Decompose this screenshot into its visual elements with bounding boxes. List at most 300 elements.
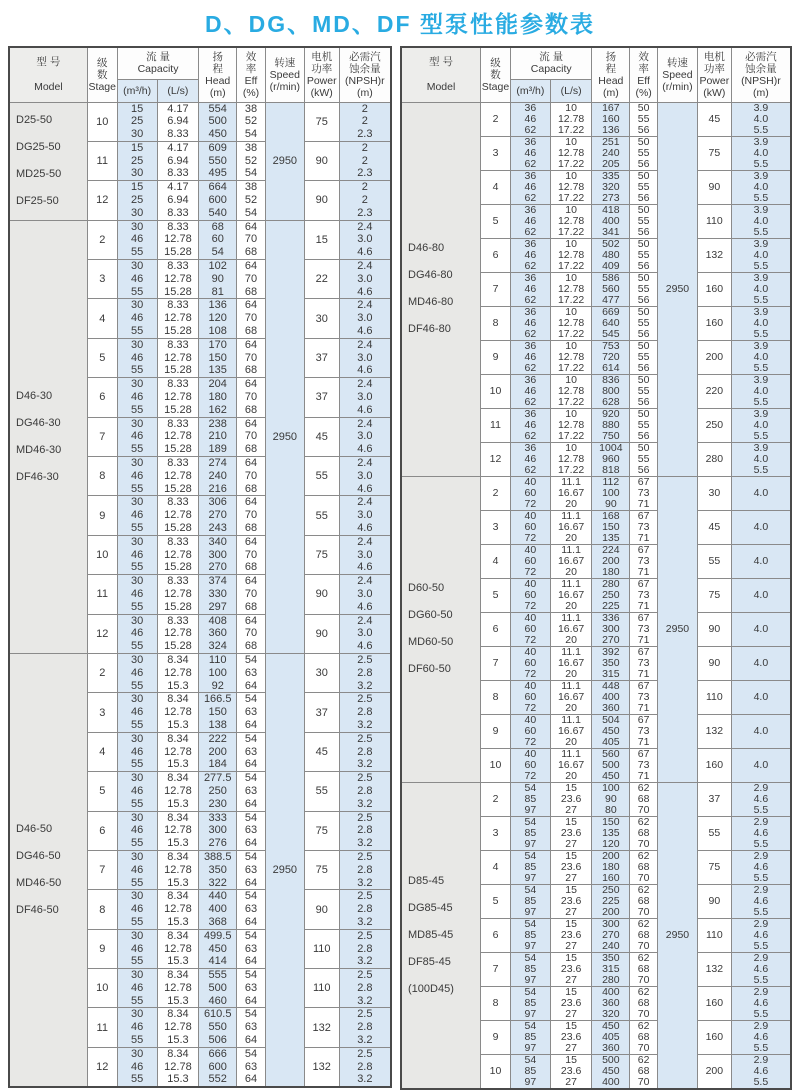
m3h-cell: 54 85 97: [510, 850, 550, 884]
header-stage: 级 数 Stage: [87, 47, 117, 102]
header-speed: 转速 Speed (r/min): [265, 47, 304, 102]
header-capacity: 流 量 Capacity: [117, 47, 199, 79]
eff-cell: 67 73 71: [630, 714, 658, 748]
head-cell: 610.5 550 506: [199, 1008, 237, 1047]
ls-cell: 8.33 12.78 15.28: [157, 260, 199, 299]
ls-cell: 11.1 16.67 20: [550, 510, 592, 544]
head-cell: 664 600 540: [199, 181, 237, 220]
stage-cell: 4: [481, 170, 511, 204]
model-cell: D46-30 DG46-30 MD46-30 DF46-30: [9, 220, 87, 653]
ls-cell: 11.1 16.67 20: [550, 680, 592, 714]
head-cell: 335 320 273: [592, 170, 630, 204]
ls-cell: 8.34 12.78 15.3: [157, 732, 199, 771]
head-cell: 333 300 276: [199, 811, 237, 850]
power-cell: 45: [697, 102, 731, 136]
eff-cell: 38 52 54: [237, 102, 266, 141]
eff-cell: 54 63 64: [237, 850, 266, 889]
model-cell: D60-50 DG60-50 MD60-50 DF60-50: [401, 476, 480, 782]
eff-cell: 64 70 68: [237, 535, 266, 574]
npsh-cell: 2.4 3.0 4.6: [339, 338, 391, 377]
stage-cell: 3: [481, 510, 511, 544]
npsh-cell: 2.5 2.8 3.2: [339, 969, 391, 1008]
npsh-cell: 3.9 4.0 5.5: [731, 408, 791, 442]
head-cell: 753 720 614: [592, 340, 630, 374]
npsh-cell: 2.5 2.8 3.2: [339, 732, 391, 771]
ls-cell: 8.33 12.78 15.28: [157, 575, 199, 614]
ls-cell: 8.34 12.78 15.3: [157, 811, 199, 850]
stage-cell: 7: [87, 417, 117, 456]
header-m3h: (m³/h): [510, 79, 550, 102]
eff-cell: 50 55 56: [630, 136, 658, 170]
m3h-cell: 36 46 62: [510, 136, 550, 170]
stage-cell: 3: [481, 136, 511, 170]
header-npsh: 必需汽 蚀余量 (NPSH)r (m): [339, 47, 391, 102]
npsh-cell: 2.5 2.8 3.2: [339, 929, 391, 968]
eff-cell: 54 63 64: [237, 969, 266, 1008]
power-cell: 37: [304, 378, 339, 417]
head-cell: 554 500 450: [199, 102, 237, 141]
stage-cell: 10: [87, 969, 117, 1008]
head-cell: 609 550 495: [199, 141, 237, 180]
stage-cell: 5: [481, 884, 511, 918]
stage-cell: 10: [87, 535, 117, 574]
npsh-cell: 4.0: [731, 748, 791, 782]
npsh-cell: 2.5 2.8 3.2: [339, 653, 391, 692]
m3h-cell: 40 60 72: [510, 680, 550, 714]
m3h-cell: 36 46 62: [510, 442, 550, 476]
stage-cell: 8: [481, 306, 511, 340]
eff-cell: 67 73 71: [630, 646, 658, 680]
stage-cell: 2: [87, 220, 117, 259]
ls-cell: 11.1 16.67 20: [550, 578, 592, 612]
eff-cell: 54 63 64: [237, 1047, 266, 1087]
header-eff: 效 率 Eff (%): [630, 47, 658, 102]
eff-cell: 62 68 70: [630, 884, 658, 918]
header-model: 型 号 Model: [9, 47, 87, 102]
stage-cell: 10: [481, 748, 511, 782]
stage-cell: 3: [87, 693, 117, 732]
ls-cell: 15 23.6 27: [550, 1020, 592, 1054]
head-cell: 277.5 250 230: [199, 772, 237, 811]
m3h-cell: 30 46 55: [117, 575, 157, 614]
head-cell: 170 150 135: [199, 338, 237, 377]
m3h-cell: 15 25 30: [117, 141, 157, 180]
table-row: [401, 102, 791, 136]
ls-cell: 8.33 12.78 15.28: [157, 220, 199, 259]
power-cell: 160: [697, 986, 731, 1020]
eff-cell: 62 68 70: [630, 952, 658, 986]
table-row: [9, 220, 391, 259]
npsh-cell: 3.9 4.0 5.5: [731, 170, 791, 204]
npsh-cell: 2 2 2.3: [339, 141, 391, 180]
head-cell: 502 480 409: [592, 238, 630, 272]
npsh-cell: 4.0: [731, 680, 791, 714]
stage-cell: 12: [87, 181, 117, 220]
power-cell: 90: [304, 614, 339, 653]
stage-cell: 2: [481, 476, 511, 510]
ls-cell: 10 12.78 17.22: [550, 340, 592, 374]
npsh-cell: 2 2 2.3: [339, 181, 391, 220]
eff-cell: 62 68 70: [630, 850, 658, 884]
performance-table: [8, 46, 392, 1088]
m3h-cell: 30 46 55: [117, 890, 157, 929]
model-cell: D46-80 DG46-80 MD46-80 DF46-80: [401, 102, 480, 476]
stage-cell: 6: [87, 378, 117, 417]
ls-cell: 8.34 12.78 15.3: [157, 693, 199, 732]
m3h-cell: 30 46 55: [117, 969, 157, 1008]
m3h-cell: 54 85 97: [510, 782, 550, 816]
power-cell: 280: [697, 442, 731, 476]
eff-cell: 62 68 70: [630, 782, 658, 816]
eff-cell: 50 55 56: [630, 272, 658, 306]
power-cell: 110: [304, 929, 339, 968]
npsh-cell: 3.9 4.0 5.5: [731, 136, 791, 170]
npsh-cell: 2.4 3.0 4.6: [339, 260, 391, 299]
eff-cell: 38 52 54: [237, 181, 266, 220]
m3h-cell: 30 46 55: [117, 653, 157, 692]
npsh-cell: 2.9 4.6 5.5: [731, 850, 791, 884]
power-cell: 45: [304, 417, 339, 456]
head-cell: 336 300 270: [592, 612, 630, 646]
m3h-cell: 30 46 55: [117, 299, 157, 338]
head-cell: 499.5 450 414: [199, 929, 237, 968]
ls-cell: 11.1 16.67 20: [550, 714, 592, 748]
head-cell: 167 160 136: [592, 102, 630, 136]
stage-cell: 2: [87, 653, 117, 692]
ls-cell: 8.33 12.78 15.28: [157, 457, 199, 496]
stage-cell: 2: [481, 102, 511, 136]
ls-cell: 8.33 12.78 15.28: [157, 299, 199, 338]
stage-cell: 10: [87, 102, 117, 141]
stage-cell: 11: [87, 141, 117, 180]
tables-container: [0, 46, 800, 1090]
power-cell: 200: [697, 340, 731, 374]
eff-cell: 67 73 71: [630, 748, 658, 782]
head-cell: 112 100 90: [592, 476, 630, 510]
npsh-cell: 2.5 2.8 3.2: [339, 772, 391, 811]
npsh-cell: 4.0: [731, 476, 791, 510]
head-cell: 448 400 360: [592, 680, 630, 714]
stage-cell: 6: [87, 811, 117, 850]
eff-cell: 54 63 64: [237, 693, 266, 732]
ls-cell: 8.34 12.78 15.3: [157, 772, 199, 811]
stage-cell: 9: [481, 714, 511, 748]
stage-cell: 6: [481, 238, 511, 272]
head-cell: 306 270 243: [199, 496, 237, 535]
ls-cell: 11.1 16.67 20: [550, 748, 592, 782]
power-cell: 75: [304, 811, 339, 850]
eff-cell: 50 55 56: [630, 340, 658, 374]
performance-table: [400, 46, 792, 1090]
stage-cell: 5: [87, 772, 117, 811]
npsh-cell: 2.4 3.0 4.6: [339, 496, 391, 535]
right-performance-table: [400, 46, 792, 1090]
ls-cell: 10 12.78 17.22: [550, 204, 592, 238]
npsh-cell: 3.9 4.0 5.5: [731, 204, 791, 238]
eff-cell: 67 73 71: [630, 544, 658, 578]
header-model: 型 号 Model: [401, 47, 480, 102]
ls-cell: 15 23.6 27: [550, 816, 592, 850]
npsh-cell: 2.4 3.0 4.6: [339, 457, 391, 496]
npsh-cell: 2.5 2.8 3.2: [339, 1047, 391, 1087]
npsh-cell: 2.9 4.6 5.5: [731, 918, 791, 952]
ls-cell: 10 12.78 17.22: [550, 408, 592, 442]
stage-cell: 7: [481, 272, 511, 306]
speed-cell: 2950: [658, 476, 698, 782]
ls-cell: 10 12.78 17.22: [550, 170, 592, 204]
npsh-cell: 4.0: [731, 612, 791, 646]
eff-cell: 64 70 68: [237, 260, 266, 299]
power-cell: 45: [697, 510, 731, 544]
m3h-cell: 40 60 72: [510, 714, 550, 748]
header-m3h: (m³/h): [117, 79, 157, 102]
speed-cell: 2950: [265, 653, 304, 1087]
stage-cell: 11: [87, 1008, 117, 1047]
head-cell: 666 600 552: [199, 1047, 237, 1087]
power-cell: 200: [697, 1054, 731, 1089]
power-cell: 30: [304, 653, 339, 692]
m3h-cell: 40 60 72: [510, 476, 550, 510]
eff-cell: 64 70 68: [237, 417, 266, 456]
header-head: 扬 程 Head (m): [592, 47, 630, 102]
power-cell: 90: [697, 170, 731, 204]
power-cell: 90: [304, 181, 339, 220]
npsh-cell: 2.9 4.6 5.5: [731, 952, 791, 986]
power-cell: 90: [697, 646, 731, 680]
eff-cell: 67 73 71: [630, 612, 658, 646]
ls-cell: 8.34 12.78 15.3: [157, 653, 199, 692]
stage-cell: 8: [87, 890, 117, 929]
npsh-cell: 3.9 4.0 5.5: [731, 102, 791, 136]
npsh-cell: 3.9 4.0 5.5: [731, 238, 791, 272]
npsh-cell: 2.4 3.0 4.6: [339, 220, 391, 259]
power-cell: 55: [304, 496, 339, 535]
stage-cell: 12: [481, 442, 511, 476]
power-cell: 132: [304, 1008, 339, 1047]
head-cell: 418 400 341: [592, 204, 630, 238]
npsh-cell: 2.4 3.0 4.6: [339, 535, 391, 574]
head-cell: 392 350 315: [592, 646, 630, 680]
ls-cell: 8.33 12.78 15.28: [157, 496, 199, 535]
head-cell: 669 640 545: [592, 306, 630, 340]
head-cell: 500 450 400: [592, 1054, 630, 1089]
eff-cell: 64 70 68: [237, 457, 266, 496]
ls-cell: 15 23.6 27: [550, 1054, 592, 1089]
npsh-cell: 3.9 4.0 5.5: [731, 374, 791, 408]
ls-cell: 15 23.6 27: [550, 986, 592, 1020]
m3h-cell: 30 46 55: [117, 260, 157, 299]
head-cell: 450 405 360: [592, 1020, 630, 1054]
head-cell: 504 450 405: [592, 714, 630, 748]
header-speed: 转速 Speed (r/min): [658, 47, 698, 102]
ls-cell: 10 12.78 17.22: [550, 136, 592, 170]
m3h-cell: 54 85 97: [510, 918, 550, 952]
m3h-cell: 40 60 72: [510, 578, 550, 612]
stage-cell: 5: [481, 204, 511, 238]
power-cell: 132: [697, 238, 731, 272]
head-cell: 200 180 160: [592, 850, 630, 884]
head-cell: 300 270 240: [592, 918, 630, 952]
m3h-cell: 30 46 55: [117, 457, 157, 496]
stage-cell: 8: [87, 457, 117, 496]
stage-cell: 7: [481, 646, 511, 680]
m3h-cell: 54 85 97: [510, 1054, 550, 1089]
power-cell: 110: [697, 918, 731, 952]
npsh-cell: 2.4 3.0 4.6: [339, 299, 391, 338]
m3h-cell: 54 85 97: [510, 1020, 550, 1054]
power-cell: 132: [697, 714, 731, 748]
head-cell: 920 880 750: [592, 408, 630, 442]
stage-cell: 6: [481, 612, 511, 646]
npsh-cell: 4.0: [731, 510, 791, 544]
ls-cell: 8.33 12.78 15.28: [157, 535, 199, 574]
m3h-cell: 30 46 55: [117, 614, 157, 653]
m3h-cell: 30 46 55: [117, 378, 157, 417]
eff-cell: 67 73 71: [630, 578, 658, 612]
eff-cell: 50 55 56: [630, 374, 658, 408]
eff-cell: 54 63 64: [237, 811, 266, 850]
model-cell: D25-50 DG25-50 MD25-50 DF25-50: [9, 102, 87, 220]
power-cell: 90: [304, 890, 339, 929]
stage-cell: 10: [481, 374, 511, 408]
power-cell: 90: [697, 612, 731, 646]
power-cell: 90: [304, 575, 339, 614]
ls-cell: 8.33 12.78 15.28: [157, 338, 199, 377]
power-cell: 160: [697, 306, 731, 340]
npsh-cell: 4.0: [731, 646, 791, 680]
power-cell: 90: [304, 141, 339, 180]
eff-cell: 62 68 70: [630, 1020, 658, 1054]
head-cell: 274 240 216: [199, 457, 237, 496]
ls-cell: 15 23.6 27: [550, 850, 592, 884]
ls-cell: 15 23.6 27: [550, 884, 592, 918]
m3h-cell: 15 25 30: [117, 102, 157, 141]
ls-cell: 15 23.6 27: [550, 918, 592, 952]
m3h-cell: 36 46 62: [510, 204, 550, 238]
m3h-cell: 40 60 72: [510, 612, 550, 646]
eff-cell: 67 73 71: [630, 680, 658, 714]
stage-cell: 3: [87, 260, 117, 299]
head-cell: 350 315 280: [592, 952, 630, 986]
power-cell: 15: [304, 220, 339, 259]
npsh-cell: 2.5 2.8 3.2: [339, 850, 391, 889]
ls-cell: 10 12.78 17.22: [550, 442, 592, 476]
m3h-cell: 36 46 62: [510, 340, 550, 374]
head-cell: 222 200 184: [199, 732, 237, 771]
stage-cell: 4: [87, 732, 117, 771]
speed-cell: 2950: [658, 782, 698, 1089]
header-power: 电机 功率 Power (kW): [304, 47, 339, 102]
power-cell: 75: [304, 850, 339, 889]
eff-cell: 62 68 70: [630, 1054, 658, 1089]
table-row: [401, 782, 791, 816]
left-performance-table: [8, 46, 392, 1088]
npsh-cell: 2.9 4.6 5.5: [731, 816, 791, 850]
stage-cell: 5: [481, 578, 511, 612]
stage-cell: 10: [481, 1054, 511, 1089]
m3h-cell: 54 85 97: [510, 986, 550, 1020]
model-cell: D85-45 DG85-45 MD85-45 DF85-45 (100D45): [401, 782, 480, 1089]
power-cell: 45: [304, 732, 339, 771]
ls-cell: 11.1 16.67 20: [550, 646, 592, 680]
m3h-cell: 30 46 55: [117, 1047, 157, 1087]
stage-cell: 9: [87, 929, 117, 968]
ls-cell: 8.34 12.78 15.3: [157, 850, 199, 889]
ls-cell: 10 12.78 17.22: [550, 238, 592, 272]
m3h-cell: 40 60 72: [510, 544, 550, 578]
power-cell: 37: [304, 338, 339, 377]
m3h-cell: 30 46 55: [117, 1008, 157, 1047]
head-cell: 400 360 320: [592, 986, 630, 1020]
head-cell: 238 210 189: [199, 417, 237, 456]
power-cell: 37: [304, 693, 339, 732]
head-cell: 340 300 270: [199, 535, 237, 574]
npsh-cell: 2.9 4.6 5.5: [731, 1054, 791, 1089]
m3h-cell: 15 25 30: [117, 181, 157, 220]
ls-cell: 8.34 12.78 15.3: [157, 1047, 199, 1087]
m3h-cell: 30 46 55: [117, 850, 157, 889]
eff-cell: 54 63 64: [237, 653, 266, 692]
npsh-cell: 2.9 4.6 5.5: [731, 782, 791, 816]
head-cell: 102 90 81: [199, 260, 237, 299]
npsh-cell: 2.4 3.0 4.6: [339, 417, 391, 456]
eff-cell: 64 70 68: [237, 496, 266, 535]
npsh-cell: 3.9 4.0 5.5: [731, 306, 791, 340]
header-ls: (L/s): [157, 79, 199, 102]
eff-cell: 64 70 68: [237, 299, 266, 338]
eff-cell: 38 52 54: [237, 141, 266, 180]
eff-cell: 50 55 56: [630, 102, 658, 136]
model-cell: D46-50 DG46-50 MD46-50 DF46-50: [9, 653, 87, 1087]
power-cell: 30: [304, 299, 339, 338]
header-eff: 效 率 Eff (%): [237, 47, 266, 102]
npsh-cell: 2.5 2.8 3.2: [339, 693, 391, 732]
eff-cell: 64 70 68: [237, 575, 266, 614]
header-power: 电机 功率 Power (kW): [697, 47, 731, 102]
power-cell: 250: [697, 408, 731, 442]
eff-cell: 50 55 56: [630, 306, 658, 340]
stage-cell: 9: [481, 1020, 511, 1054]
eff-cell: 54 63 64: [237, 890, 266, 929]
ls-cell: 10 12.78 17.22: [550, 102, 592, 136]
eff-cell: 67 73 71: [630, 510, 658, 544]
power-cell: 160: [697, 748, 731, 782]
power-cell: 160: [697, 1020, 731, 1054]
header-stage: 级 数 Stage: [481, 47, 511, 102]
eff-cell: 62 68 70: [630, 918, 658, 952]
table-row: [9, 102, 391, 141]
head-cell: 388.5 350 322: [199, 850, 237, 889]
stage-cell: 11: [87, 575, 117, 614]
power-cell: 110: [697, 680, 731, 714]
m3h-cell: 54 85 97: [510, 952, 550, 986]
head-cell: 168 150 135: [592, 510, 630, 544]
stage-cell: 6: [481, 918, 511, 952]
stage-cell: 4: [481, 544, 511, 578]
m3h-cell: 40 60 72: [510, 646, 550, 680]
header-npsh: 必需汽 蚀余量 (NPSH)r (m): [731, 47, 791, 102]
power-cell: 22: [304, 260, 339, 299]
ls-cell: 4.17 6.94 8.33: [157, 181, 199, 220]
npsh-cell: 4.0: [731, 714, 791, 748]
power-cell: 55: [697, 816, 731, 850]
ls-cell: 15 23.6 27: [550, 782, 592, 816]
head-cell: 68 60 54: [199, 220, 237, 259]
page-title: D、DG、MD、DF 型泵性能参数表: [205, 11, 595, 37]
head-cell: 280 250 225: [592, 578, 630, 612]
head-cell: 374 330 297: [199, 575, 237, 614]
m3h-cell: 30 46 55: [117, 732, 157, 771]
